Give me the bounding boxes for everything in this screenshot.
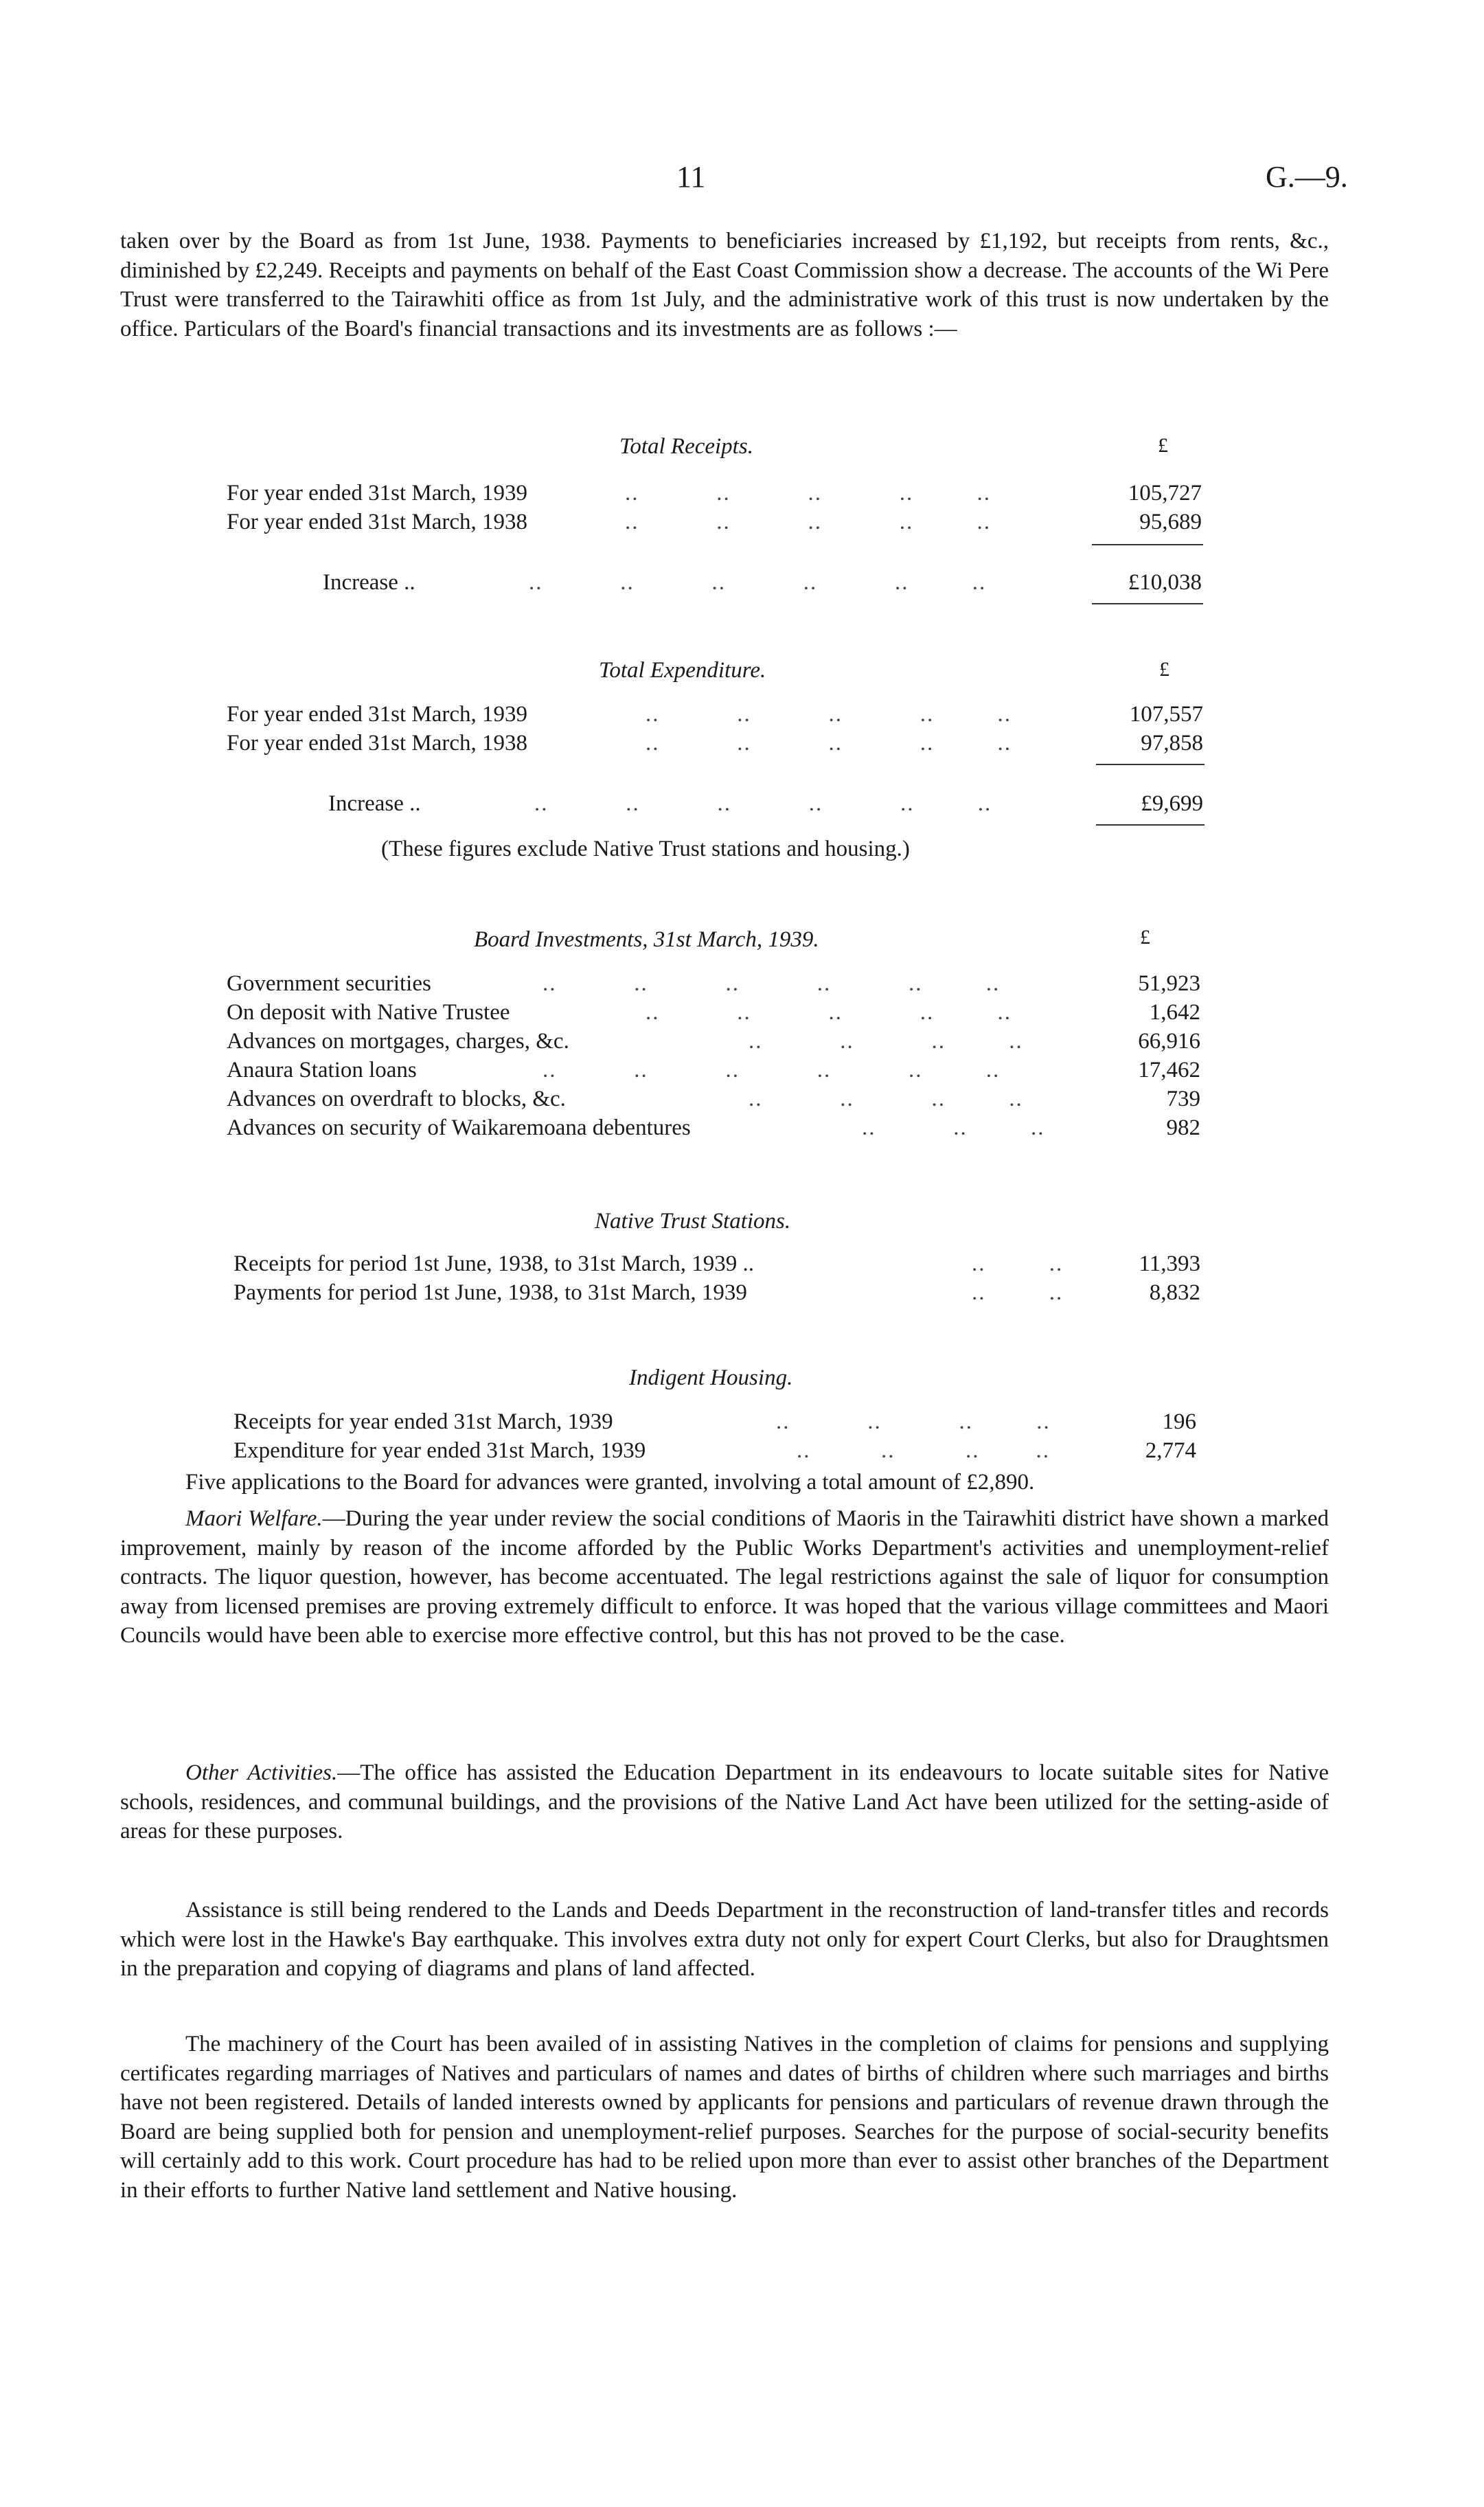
total-receipts-currency: £ bbox=[1158, 434, 1168, 457]
total-expenditure-currency: £ bbox=[1159, 658, 1169, 681]
row-value: 196 bbox=[1162, 1409, 1196, 1434]
other-activities-heading: Other Activities. bbox=[185, 1760, 338, 1785]
row-label: Expenditure for year ended 31st March, 1939 bbox=[233, 1438, 646, 1463]
total-receipts-title: Total Receipts. bbox=[619, 434, 753, 459]
maori-welfare-text: —During the year under review the social conditions of Maoris in the Tairawhiti district have shown a marked improvement, mainly by reason of the income afforded by the Public Works Department's activities and unemployment-relief contracts. The liquor question, however, has become accentuated. The legal restrictions against the sale of liquor for consumption away from licensed premises are proving extremely difficult to enforce. It was hoped that the various village committees and Maori Councils would have been able to exercise more effective control, but this has not proved to be the case. bbox=[120, 1506, 1329, 1648]
table-row: Receipts for year ended 31st March, 1939 .. .. .. .. 196 bbox=[233, 1409, 1196, 1434]
assistance-paragraph bbox=[120, 1896, 1329, 1984]
total-rule bbox=[1092, 603, 1203, 604]
row-value: 982 bbox=[1166, 1115, 1200, 1140]
assistance-text: Assistance is still being rendered to the Lands and Deeds Department in the reconstruction of land-transfer titles and records which were lost in the Hawke's Bay earthquake. This involves extra duty not only for expert Court Clerks, but also for Draughtsmen in the preparation and copying of diagrams and plans of land affected. bbox=[120, 1898, 1329, 1981]
row-value: 95,689 bbox=[1139, 510, 1202, 534]
total-expenditure-title: Total Expenditure. bbox=[599, 658, 766, 683]
table-row: Expenditure for year ended 31st March, 1939 .. .. .. .. 2,774 bbox=[233, 1438, 1196, 1463]
row-label: Advances on mortgages, charges, &c. bbox=[227, 1029, 569, 1054]
row-label: Anaura Station loans bbox=[227, 1058, 417, 1082]
board-investments-title: Board Investments, 31st March, 1939. bbox=[474, 927, 819, 952]
expenditure-note: (These figures exclude Native Trust stations and housing.) bbox=[381, 837, 910, 861]
row-value: 51,923 bbox=[1138, 971, 1200, 996]
total-label: Increase .. bbox=[328, 791, 421, 816]
row-value: 739 bbox=[1166, 1087, 1200, 1111]
other-activities-paragraph bbox=[120, 1758, 1329, 1846]
table-row: For year ended 31st March, 1938 .. .. .. .. .. 95,689 bbox=[227, 510, 1202, 534]
row-value: 11,393 bbox=[1139, 1251, 1200, 1276]
row-value: 17,462 bbox=[1138, 1058, 1200, 1082]
table-row: Advances on security of Waikaremoana debentures .. .. .. 982 bbox=[227, 1115, 1200, 1140]
subtotal-rule bbox=[1096, 764, 1205, 765]
row-label: Payments for period 1st June, 1938, to 31st March, 1939 bbox=[233, 1280, 747, 1305]
table-row: Payments for period 1st June, 1938, to 31st March, 1939 .. .. 8,832 bbox=[233, 1280, 1200, 1305]
row-label: Government securities bbox=[227, 971, 431, 996]
table-row: For year ended 31st March, 1938 .. .. .. .. .. 97,858 bbox=[227, 731, 1203, 756]
total-value: £9,699 bbox=[1141, 791, 1203, 816]
total-value: £10,038 bbox=[1128, 570, 1202, 595]
row-value: 97,858 bbox=[1141, 731, 1203, 756]
row-label: For year ended 31st March, 1939 bbox=[227, 702, 528, 727]
maori-welfare-heading: Maori Welfare. bbox=[185, 1506, 323, 1531]
total-label: Increase .. bbox=[323, 570, 415, 595]
report-reference: G.—9. bbox=[1266, 160, 1348, 194]
table-row: Government securities .. .. .. .. .. .. 51,923 bbox=[227, 971, 1200, 996]
subtotal-rule bbox=[1092, 544, 1203, 545]
total-rule bbox=[1096, 824, 1205, 826]
machinery-text: The machinery of the Court has been availed of in assisting Natives in the completion of claims for pensions and supplying certificates regarding marriages of Natives and particulars of names and dates of births of children where such marriages and births have not been registered. Details of landed interests owned by applicants for pensions and particulars of revenue drawn through the Board are being supplied both for pension and unemployment-relief purposes. Searches for the purpose of social-security benefits will certainly add to this work. Court procedure has had to be relied upon more than ever to assist other branches of the Department in their efforts to further Native land settlement and Native housing. bbox=[120, 2032, 1329, 2203]
row-label: For year ended 31st March, 1938 bbox=[227, 510, 528, 534]
table-row-total: Increase .. .. .. .. .. .. .. £9,699 bbox=[328, 791, 1203, 816]
table-row: Advances on mortgages, charges, &c. .. .. .. .. 66,916 bbox=[227, 1029, 1200, 1054]
maori-welfare-paragraph bbox=[120, 1504, 1329, 1650]
row-label: Advances on security of Waikaremoana debentures bbox=[227, 1115, 691, 1140]
row-value: 1,642 bbox=[1149, 1000, 1200, 1025]
row-label: Receipts for year ended 31st March, 1939 bbox=[233, 1409, 613, 1434]
table-row: For year ended 31st March, 1939 .. .. .. .. .. 105,727 bbox=[227, 481, 1202, 506]
row-value: 105,727 bbox=[1128, 481, 1202, 506]
row-label: On deposit with Native Trustee bbox=[227, 1000, 510, 1025]
indigent-housing-title: Indigent Housing. bbox=[629, 1365, 793, 1390]
table-row: On deposit with Native Trustee .. .. .. .. .. 1,642 bbox=[227, 1000, 1200, 1025]
intro-paragraph: taken over by the Board as from 1st June, 1938. Payments to beneficiaries increased by £1,192, but receipts from rents, &c., diminished by £2,249. Receipts and payments on behalf of the East Coast Commission show a decrease. The accounts of the Wi Pere Trust were transferred to the Tairawhiti office as from 1st July, and the administrative work of this trust is now undertaken by the office. Particulars of the Board's financial transactions and its investments are as follows :— bbox=[120, 229, 1329, 341]
advances-sentence: Five applications to the Board for advances were granted, involving a total amount of £2,890. bbox=[185, 1470, 1035, 1495]
page-number: 11 bbox=[676, 160, 706, 194]
row-label: For year ended 31st March, 1938 bbox=[227, 731, 528, 756]
native-trust-stations-title: Native Trust Stations. bbox=[595, 1209, 791, 1234]
row-value: 2,774 bbox=[1145, 1438, 1196, 1463]
table-row: Advances on overdraft to blocks, &c. .. .. .. .. 739 bbox=[227, 1087, 1200, 1111]
table-row-total: Increase .. .. .. .. .. .. .. £10,038 bbox=[323, 570, 1202, 595]
table-row: Anaura Station loans .. .. .. .. .. .. 17,462 bbox=[227, 1058, 1200, 1082]
row-label: For year ended 31st March, 1939 bbox=[227, 481, 528, 506]
row-value: 66,916 bbox=[1138, 1029, 1200, 1054]
other-activities-text: —The office has assisted the Education Department in its endeavours to locate suitable sites for Native schools, residences, and communal buildings, and the provisions of the Native Land Act have been utilized for the setting-aside of areas for these purposes. bbox=[120, 1760, 1329, 1844]
machinery-paragraph bbox=[120, 2030, 1329, 2205]
row-value: 107,557 bbox=[1129, 702, 1203, 727]
row-label: Advances on overdraft to blocks, &c. bbox=[227, 1087, 566, 1111]
table-row: Receipts for period 1st June, 1938, to 31st March, 1939 .. .. .. 11,393 bbox=[233, 1251, 1200, 1276]
row-value: 8,832 bbox=[1149, 1280, 1200, 1305]
table-row: For year ended 31st March, 1939 .. .. .. .. .. 107,557 bbox=[227, 702, 1203, 727]
row-label: Receipts for period 1st June, 1938, to 31st March, 1939 .. bbox=[233, 1251, 754, 1276]
board-investments-currency: £ bbox=[1140, 926, 1150, 949]
